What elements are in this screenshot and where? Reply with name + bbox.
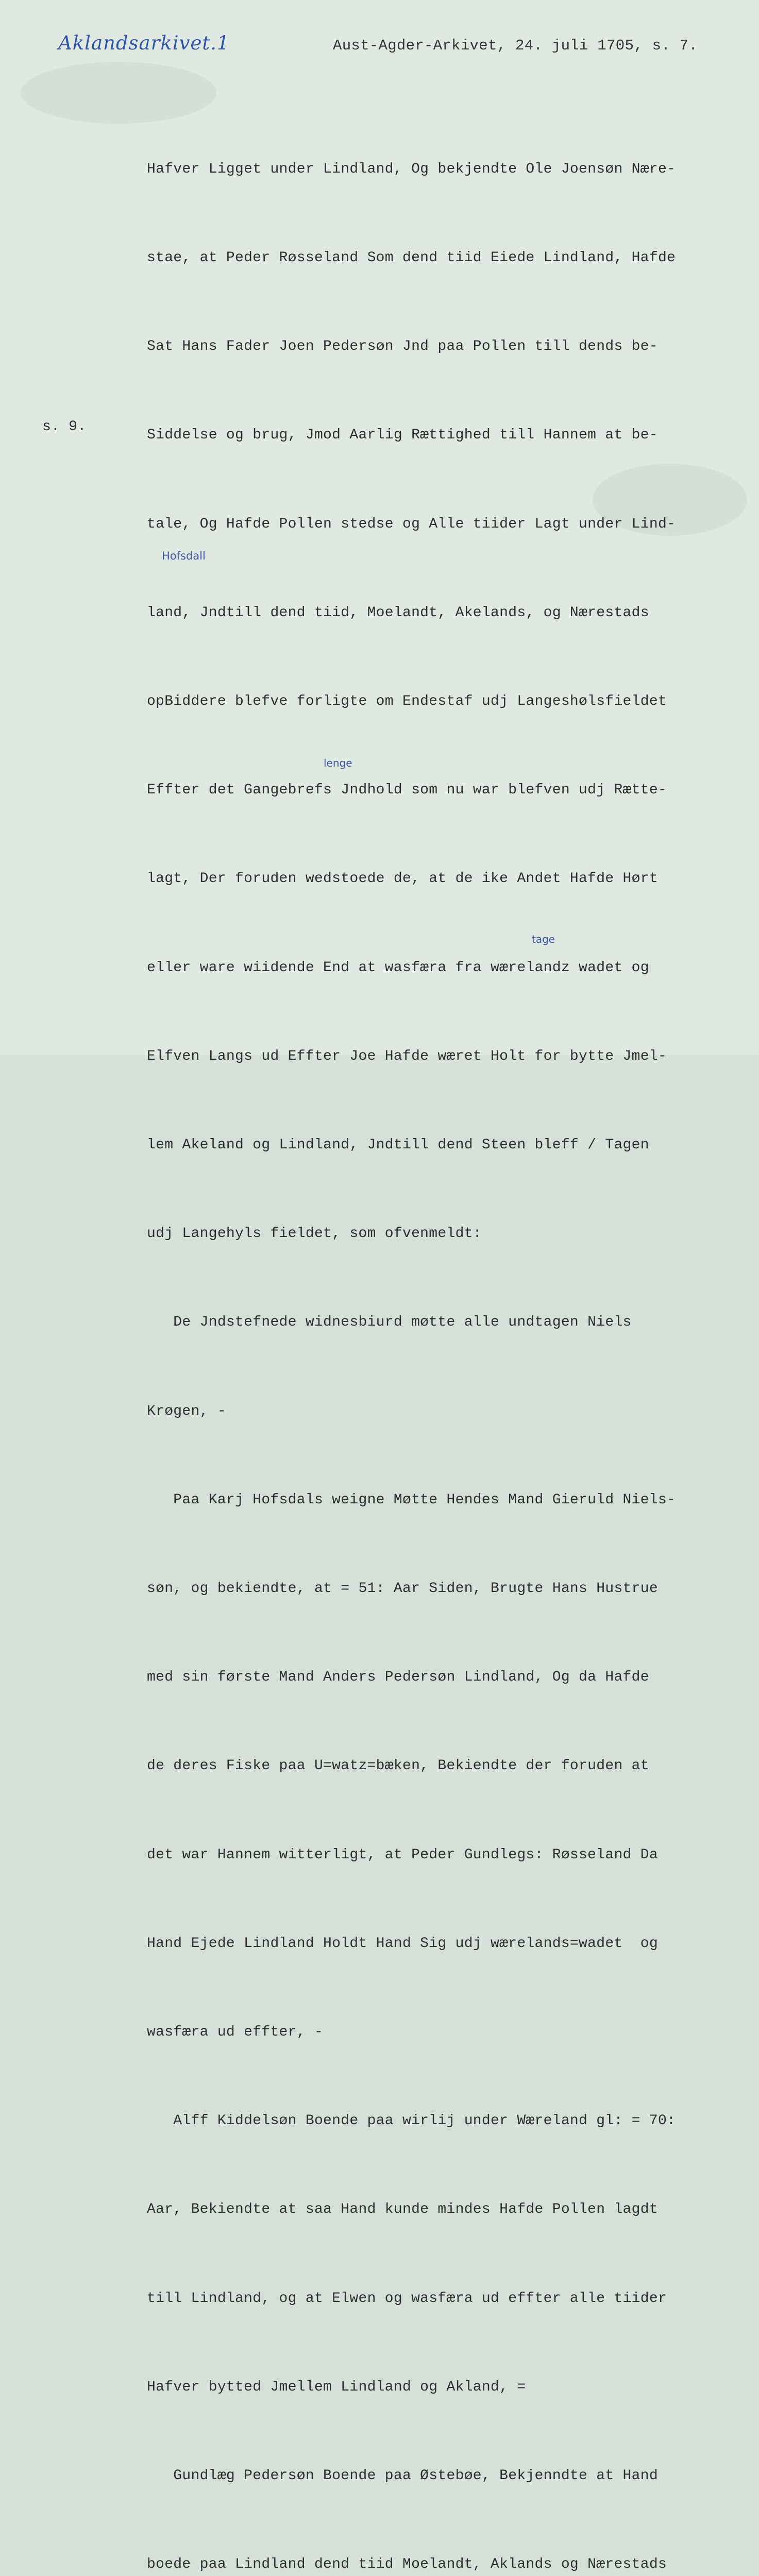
text-line: tale, Og Hafde Pollen stedse og Alle tiider Lagt under Lind- <box>147 516 676 532</box>
text-line: Krøgen, - <box>147 1403 226 1419</box>
text-line: lem Akeland og Lindland, Jndtill dend Steen bleff / Tagen <box>147 1137 649 1154</box>
handwritten-annotation-tage: tage <box>532 933 555 945</box>
handwritten-annotation-lenge: lenge <box>324 757 352 769</box>
text-line: Alff Kiddelsøn Boende paa wirlij under Wæreland gl: = 70: <box>147 2113 676 2129</box>
text-line: Aar, Bekiendte at saa Hand kunde mindes Hafde Pollen lagdt <box>147 2201 658 2218</box>
text-line: Hand Ejede Lindland Holdt Hand Sig udj wærelands=wadet og <box>147 1935 658 1952</box>
text-line: Elfven Langs ud Effter Joe Hafde wæret Holt for bytte Jmel- <box>147 1048 667 1064</box>
text-line: till Lindland, og at Elwen og wasfæra ud effter alle tiider <box>147 2290 667 2307</box>
text-line: land, Jndtill dend tiid, Moelandt, Akelands, og Nærestads <box>147 604 649 621</box>
transcription-body <box>147 95 685 2576</box>
archive-reference: Aust-Agder-Arkivet, 24. juli 1705, s. 7. <box>333 37 698 54</box>
text-line: eller ware wiidende End at wasfæra fra wærelandz wadet og <box>147 959 649 976</box>
text-line: wasfæra ud effter, - <box>147 2024 324 2041</box>
text-line: Gundlæg Pedersøn Boende paa Østebøe, Bekjenndte at Hand <box>147 2468 658 2484</box>
handwritten-annotation-hofsdall: Hofsdall <box>162 550 206 562</box>
text-line: Hafver bytted Jmellem Lindland og Akland, = <box>147 2379 526 2395</box>
text-line: lagt, Der foruden wedstoede de, at de ike Andet Hafde Hørt <box>147 871 658 887</box>
text-line: det war Hannem witterligt, at Peder Gundlegs: Røsseland Da <box>147 1846 658 1863</box>
text-line: Effter det Gangebrefs Jndhold som nu war blefven udj Rætte- <box>147 782 667 799</box>
text-line: Paa Karj Hofsdals weigne Møtte Hendes Mand Gieruld Niels- <box>147 1492 676 1508</box>
text-line: stae, at Peder Røsseland Som dend tiid Eiede Lindland, Hafde <box>147 250 676 266</box>
text-line: opBiddere blefve forligte om Endestaf udj Langeshølsfieldet <box>147 693 667 710</box>
handwritten-archive-note: Aklandsarkivet.1 <box>58 32 230 54</box>
text-line: boede paa Lindland dend tiid Moelandt, Aklands og Nærestads <box>147 2556 667 2573</box>
text-line: Hafver Ligget under Lindland, Og bekjendte Ole Joensøn Nære- <box>147 161 676 177</box>
text-line: udj Langehyls fieldet, som ofvenmeldt: <box>147 1226 482 1242</box>
text-line: Siddelse og brug, Jmod Aarlig Rættighed till Hannem at be- <box>147 427 658 444</box>
text-line: de deres Fiske paa U=watz=bæken, Bekiendte der foruden at <box>147 1758 649 1774</box>
margin-page-marker: s. 9. <box>42 419 87 435</box>
text-line: De Jndstefnede widnesbiurd møtte alle undtagen Niels <box>147 1314 632 1331</box>
text-line: søn, og bekiendte, at = 51: Aar Siden, Brugte Hans Hustrue <box>147 1581 658 1597</box>
text-line: Sat Hans Fader Joen Pedersøn Jnd paa Pollen till dends be- <box>147 338 658 355</box>
text-line: med sin første Mand Anders Pedersøn Lindland, Og da Hafde <box>147 1669 649 1686</box>
